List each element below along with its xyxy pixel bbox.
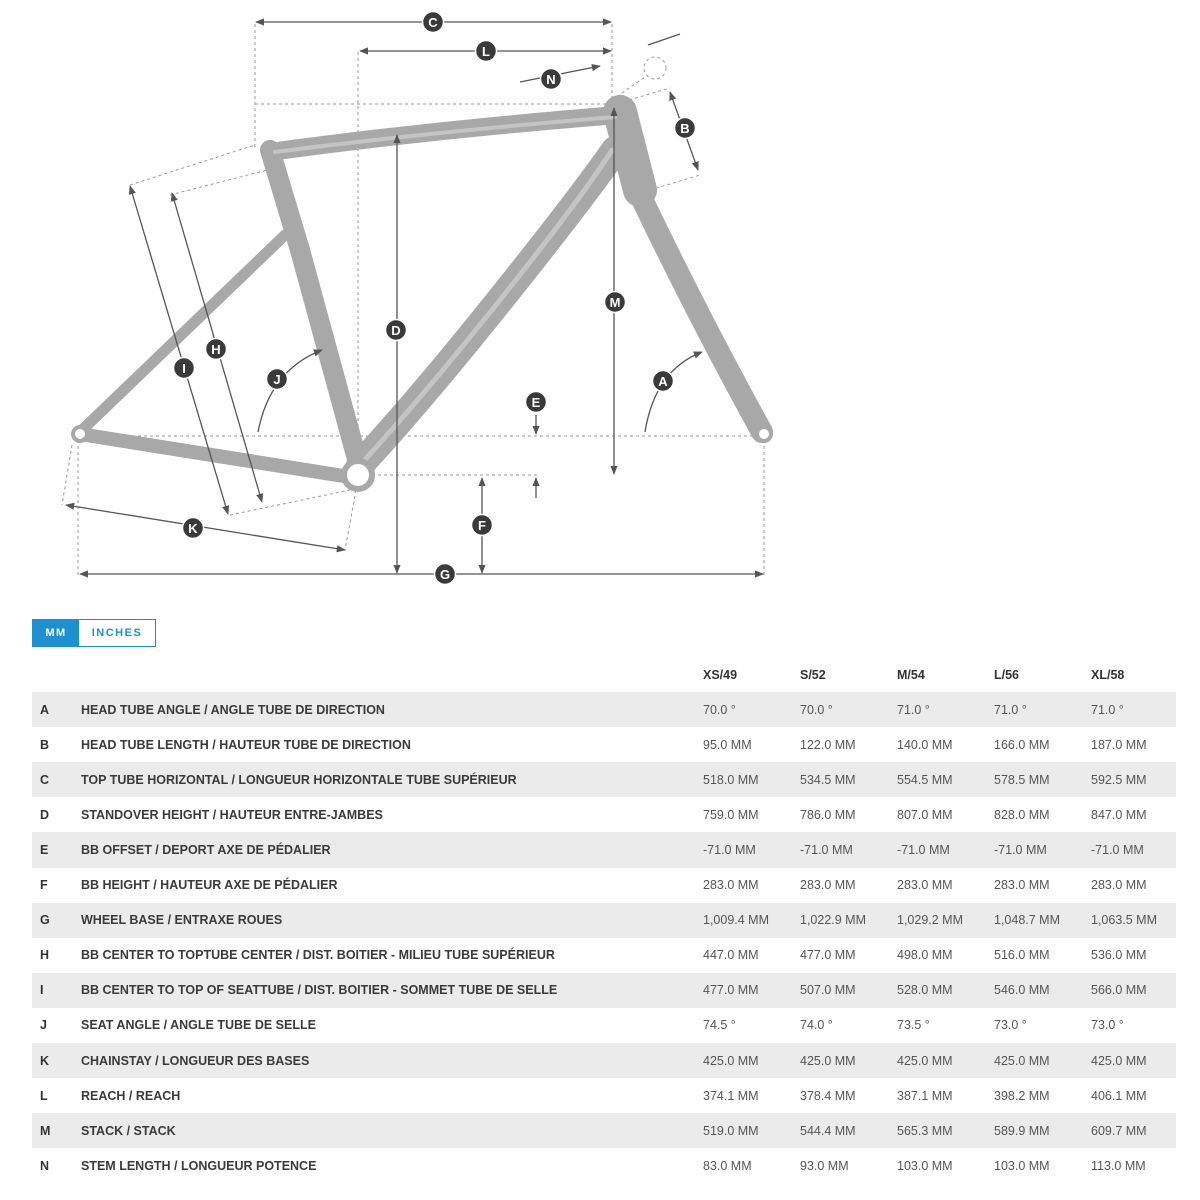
row-value: 283.0 MM bbox=[800, 878, 856, 893]
row-label: CHAINSTAY / LONGUEUR DES BASES bbox=[81, 1053, 310, 1068]
row-value: 554.5 MM bbox=[897, 772, 953, 787]
unit-mm-button[interactable]: MM bbox=[33, 620, 79, 646]
table-row bbox=[32, 868, 1176, 903]
row-value: 565.3 MM bbox=[897, 1123, 953, 1138]
dimension-badge-g bbox=[435, 564, 456, 585]
dimension-badge-label: B bbox=[680, 121, 690, 136]
table-row bbox=[32, 762, 1176, 797]
dimension-badge-label: L bbox=[482, 44, 490, 59]
row-value: 546.0 MM bbox=[994, 983, 1050, 998]
table-header-row bbox=[32, 657, 1176, 692]
row-value: 374.1 MM bbox=[703, 1088, 759, 1103]
row-value: 103.0 MM bbox=[897, 1158, 953, 1173]
row-label: BB CENTER TO TOP OF SEATTUBE / DIST. BOITIER - SOMMET TUBE DE SELLE bbox=[81, 983, 558, 998]
table-row bbox=[32, 938, 1176, 973]
dimension-badge-m bbox=[605, 292, 626, 313]
row-value: 498.0 MM bbox=[897, 948, 953, 963]
row-value: 425.0 MM bbox=[1091, 1053, 1147, 1068]
row-value: 71.0 ° bbox=[994, 702, 1027, 717]
row-value: 519.0 MM bbox=[703, 1123, 759, 1138]
row-label: STEM LENGTH / LONGUEUR POTENCE bbox=[81, 1158, 317, 1173]
row-value: 73.0 ° bbox=[1091, 1018, 1124, 1033]
row-key: A bbox=[40, 702, 50, 717]
row-value: 477.0 MM bbox=[800, 948, 856, 963]
row-value: 406.1 MM bbox=[1091, 1088, 1147, 1103]
dimension-lines bbox=[66, 22, 763, 574]
row-value: 578.5 MM bbox=[994, 772, 1050, 787]
row-value: 387.1 MM bbox=[897, 1088, 953, 1103]
row-value: 536.0 MM bbox=[1091, 948, 1147, 963]
row-value: 786.0 MM bbox=[800, 807, 856, 822]
dimension-badge-label: F bbox=[478, 518, 486, 533]
row-value: -71.0 MM bbox=[703, 843, 756, 858]
dimension-badge-label: C bbox=[428, 15, 438, 30]
row-value: 534.5 MM bbox=[800, 772, 856, 787]
row-value: 477.0 MM bbox=[703, 983, 759, 998]
row-key: D bbox=[40, 807, 50, 822]
row-label: REACH / REACH bbox=[81, 1088, 181, 1103]
row-value: 378.4 MM bbox=[800, 1088, 856, 1103]
row-value: 425.0 MM bbox=[994, 1053, 1050, 1068]
table-row bbox=[32, 903, 1176, 938]
table-body bbox=[32, 692, 1176, 1183]
geometry-table bbox=[32, 657, 1176, 1183]
row-label: WHEEL BASE / ENTRAXE ROUES bbox=[81, 913, 283, 928]
bike-frame bbox=[73, 57, 771, 489]
row-value: 1,063.5 MM bbox=[1091, 913, 1158, 928]
row-value: 507.0 MM bbox=[800, 983, 856, 998]
table-row bbox=[32, 692, 1176, 727]
row-value: 73.5 ° bbox=[897, 1018, 930, 1033]
row-value: 113.0 MM bbox=[1091, 1158, 1146, 1173]
dimension-badge-label: M bbox=[609, 295, 621, 310]
row-label: TOP TUBE HORIZONTAL / LONGUEUR HORIZONTALE TUBE SUPÉRIEUR bbox=[81, 772, 517, 787]
row-value: 166.0 MM bbox=[994, 737, 1050, 752]
dimension-badge-k bbox=[183, 518, 204, 539]
row-value: 70.0 ° bbox=[800, 702, 833, 717]
row-value: 71.0 ° bbox=[1091, 702, 1124, 717]
table-row bbox=[32, 1113, 1176, 1148]
header-size: XS/49 bbox=[703, 667, 738, 682]
row-value: 74.0 ° bbox=[800, 1018, 833, 1033]
row-key: L bbox=[40, 1088, 48, 1103]
table-row bbox=[32, 727, 1176, 762]
header-size: S/52 bbox=[800, 667, 826, 682]
row-value: 589.9 MM bbox=[994, 1123, 1050, 1138]
row-value: 447.0 MM bbox=[703, 948, 759, 963]
row-value: 518.0 MM bbox=[703, 772, 759, 787]
dimension-badge-n bbox=[541, 69, 562, 90]
row-value: 425.0 MM bbox=[800, 1053, 856, 1068]
row-label: BB CENTER TO TOPTUBE CENTER / DIST. BOITIER - MILIEU TUBE SUPÉRIEUR bbox=[81, 948, 555, 963]
row-value: 528.0 MM bbox=[897, 983, 953, 998]
row-value: 73.0 ° bbox=[994, 1018, 1027, 1033]
table-row bbox=[32, 832, 1176, 867]
row-label: SEAT ANGLE / ANGLE TUBE DE SELLE bbox=[81, 1018, 316, 1033]
row-value: 544.4 MM bbox=[800, 1123, 856, 1138]
row-label: BB OFFSET / DEPORT AXE DE PÉDALIER bbox=[81, 843, 331, 858]
unit-toggle bbox=[32, 619, 156, 647]
row-label: BB HEIGHT / HAUTEUR AXE DE PÉDALIER bbox=[81, 878, 338, 893]
dimension-badge-label: K bbox=[188, 521, 198, 536]
header-label bbox=[81, 657, 703, 692]
row-key: J bbox=[40, 1018, 47, 1033]
header-size: L/56 bbox=[994, 667, 1020, 682]
row-label: STANDOVER HEIGHT / HAUTEUR ENTRE-JAMBES bbox=[81, 807, 383, 822]
dimension-badge-label: N bbox=[546, 72, 556, 87]
row-value: 609.7 MM bbox=[1091, 1123, 1147, 1138]
table-row bbox=[32, 797, 1176, 832]
row-key: N bbox=[40, 1158, 50, 1173]
row-key: E bbox=[40, 843, 49, 858]
row-value: -71.0 MM bbox=[1091, 843, 1144, 858]
row-value: 516.0 MM bbox=[994, 948, 1050, 963]
row-value: 425.0 MM bbox=[897, 1053, 953, 1068]
row-value: -71.0 MM bbox=[994, 843, 1047, 858]
row-value: 847.0 MM bbox=[1091, 807, 1147, 822]
row-value: 93.0 MM bbox=[800, 1158, 849, 1173]
row-label: HEAD TUBE ANGLE / ANGLE TUBE DE DIRECTION bbox=[81, 702, 385, 717]
row-key: M bbox=[40, 1123, 51, 1138]
row-value: 425.0 MM bbox=[703, 1053, 759, 1068]
table-row bbox=[32, 973, 1176, 1008]
table-row bbox=[32, 1008, 1176, 1043]
row-value: 398.2 MM bbox=[994, 1088, 1050, 1103]
table-row bbox=[32, 1078, 1176, 1113]
row-value: 1,009.4 MM bbox=[703, 913, 770, 928]
dimension-badge-label: E bbox=[531, 395, 541, 410]
row-value: 1,022.9 MM bbox=[800, 913, 867, 928]
dimension-badge-b bbox=[675, 118, 696, 139]
row-value: 592.5 MM bbox=[1091, 772, 1147, 787]
header-size: M/54 bbox=[897, 667, 925, 682]
row-value: 283.0 MM bbox=[1091, 878, 1147, 893]
row-value: 1,029.2 MM bbox=[897, 913, 964, 928]
dimension-badge-e bbox=[526, 392, 547, 413]
row-value: 83.0 MM bbox=[703, 1158, 752, 1173]
row-key: C bbox=[40, 772, 50, 787]
dimension-badge-label: A bbox=[658, 374, 668, 389]
row-value: 283.0 MM bbox=[897, 878, 953, 893]
row-key: F bbox=[40, 878, 48, 893]
row-value: 187.0 MM bbox=[1091, 737, 1147, 752]
unit-inches-button[interactable]: INCHES bbox=[79, 620, 155, 646]
row-key: G bbox=[40, 913, 50, 928]
row-value: 283.0 MM bbox=[994, 878, 1050, 893]
dimension-badge-f bbox=[472, 515, 493, 536]
table-row bbox=[32, 1043, 1176, 1078]
row-value: 828.0 MM bbox=[994, 807, 1050, 822]
dimension-badge-label: H bbox=[211, 342, 221, 357]
row-key: H bbox=[40, 948, 50, 963]
row-value: 70.0 ° bbox=[703, 702, 736, 717]
row-value: 566.0 MM bbox=[1091, 983, 1147, 998]
dimension-badge-label: J bbox=[273, 372, 281, 387]
row-value: -71.0 MM bbox=[897, 843, 950, 858]
row-label: STACK / STACK bbox=[81, 1123, 176, 1138]
dimension-badge-d bbox=[386, 320, 407, 341]
dimension-badge-label: D bbox=[391, 323, 401, 338]
dimension-badge-label: G bbox=[439, 567, 451, 582]
row-key: I bbox=[40, 983, 44, 998]
header-size: XL/58 bbox=[1091, 667, 1125, 682]
row-key: B bbox=[40, 737, 50, 752]
guide-lines bbox=[62, 24, 770, 575]
row-value: -71.0 MM bbox=[800, 843, 853, 858]
row-label: HEAD TUBE LENGTH / HAUTEUR TUBE DE DIRECTION bbox=[81, 737, 411, 752]
row-value: 95.0 MM bbox=[703, 737, 752, 752]
row-value: 140.0 MM bbox=[897, 737, 953, 752]
row-key: K bbox=[40, 1053, 50, 1068]
row-value: 103.0 MM bbox=[994, 1158, 1050, 1173]
row-value: 74.5 ° bbox=[703, 1018, 736, 1033]
dimension-badge-l bbox=[476, 41, 497, 62]
dimension-badge-i bbox=[174, 358, 195, 379]
dimension-badge-c bbox=[423, 12, 444, 33]
row-value: 807.0 MM bbox=[897, 807, 953, 822]
header-key bbox=[32, 657, 81, 692]
dimension-badge-h bbox=[206, 339, 227, 360]
row-value: 283.0 MM bbox=[703, 878, 759, 893]
dimension-badge-a bbox=[653, 371, 674, 392]
row-value: 1,048.7 MM bbox=[994, 913, 1061, 928]
row-value: 759.0 MM bbox=[703, 807, 759, 822]
dimension-badge-j bbox=[267, 369, 288, 390]
table-row bbox=[32, 1148, 1176, 1183]
dimension-badge-label: I bbox=[182, 361, 186, 376]
row-value: 71.0 ° bbox=[897, 702, 930, 717]
row-value: 122.0 MM bbox=[800, 737, 856, 752]
